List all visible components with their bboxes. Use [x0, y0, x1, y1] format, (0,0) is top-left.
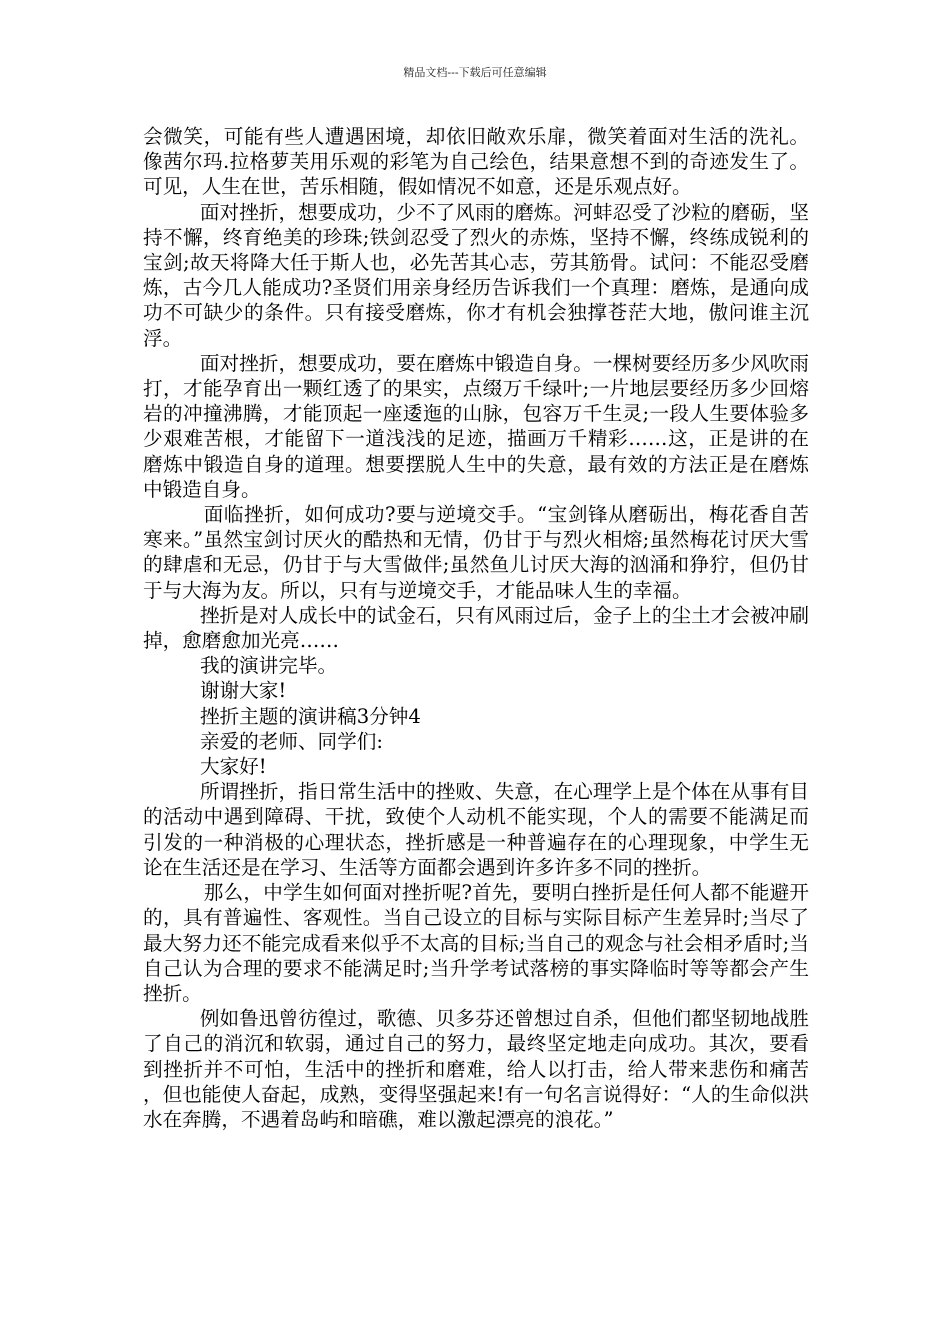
paragraph: 面临挫折，如何成功?要与逆境交手。“宝剑锋从磨砺出，梅花香自苦寒来。”虽然宝剑讨厌火的酷热和无情，仍甘于与烈火相熔;虽然梅花讨厌大雪的肆虐和无忌，仍甘于与大雪做伴;虽然鱼儿讨厌大海的汹涌和狰狞，但仍甘于与大海为友。所以，只有与逆境交手，才能品味人生的幸福。	[143, 503, 809, 602]
paragraph: 例如鲁迅曾彷徨过，歌德、贝多芬还曾想过自杀，但他们都坚韧地战胜了自己的消沉和软弱，通过自己的努力，最终坚定地走向成功。其次，要看到挫折并不可怕，生活中的挫折和磨难，给人以打击，给人带来悲伤和痛苦，但也能使人奋起，成熟，变得坚强起来!有一句名言说得好：“人的生命似洪水在奔腾，不遇着岛屿和暗礁，难以激起漂亮的浪花。”	[143, 1007, 809, 1131]
paragraph-continuation: 会微笑，可能有些人遭遇困境，却依旧敞欢乐扉，微笑着面对生活的洗礼。像茜尔玛.拉格萝芙用乐观的彩笔为自己绘色，结果意想不到的奇迹发生了。可见，人生在世，苦乐相随，假如情况不如意，还是乐观点好。	[143, 125, 809, 199]
closing-line: 我的演讲完毕。	[200, 654, 338, 678]
paragraph: 那么，中学生如何面对挫折呢?首先，要明白挫折是任何人都不能避开的，具有普遍性、客观性。当自己设立的目标与实际目标产生差异时;当尽了最大努力还不能完成看来似乎不太高的目标;当自己的观念与社会相矛盾时;当自己认为合理的要求不能满足时;当升学考试落榜的事实降临时等等都会产生挫折。	[143, 881, 809, 1005]
document-body	[143, 124, 809, 1132]
thanks-line: 谢谢大家!	[200, 679, 287, 703]
page-header: 精品文档---下载后可任意编辑	[403, 66, 547, 79]
paragraph: 挫折是对人成长中的试金石，只有风雨过后，金子上的尘土才会被冲刷掉，愈磨愈加光亮……	[143, 603, 809, 653]
paragraph: 所谓挫折，指日常生活中的挫败、失意，在心理学上是个体在从事有目的活动中遇到障碍、干扰，致使个人动机不能实现，个人的需要不能满足而引发的一种消极的心理状态，挫折感是一种普遍存在的心理现象，中学生无论在生活还是在学习、生活等方面都会遇到许多许多不同的挫折。	[143, 780, 809, 879]
paragraph: 面对挫折，想要成功，要在磨炼中锻造自身。一棵树要经历多少风吹雨打，才能孕育出一颗红透了的果实，点缀万千绿叶;一片地层要经历多少回熔岩的冲撞沸腾，才能顶起一座逶迤的山脉，包容万千生灵;一段人生要体验多少艰难苦根，才能留下一道浅浅的足迹，描画万千精彩……这，正是讲的在磨炼中锻造自身的道理。想要摆脱人生中的失意，最有效的方法正是在磨炼中锻造自身。	[143, 351, 809, 501]
greeting: 大家好!	[200, 755, 267, 779]
salutation: 亲爱的老师、同学们:	[200, 729, 383, 753]
paragraph: 面对挫折，想要成功，少不了风雨的磨炼。河蚌忍受了沙粒的磨砺，坚持不懈，终育绝美的珍珠;铁剑忍受了烈火的赤炼，坚持不懈，终练成锐利的宝剑;故天将降大任于斯人也，必先苦其心志，劳其筋骨。试问：不能忍受磨炼，古今几人能成功?圣贤们用亲身经历告诉我们一个真理：磨炼，是通向成功不可缺少的条件。只有接受磨炼，你才有机会独撑苍茫大地，傲问谁主沉浮。	[143, 200, 809, 350]
section-title: 挫折主题的演讲稿3分钟4	[200, 704, 421, 728]
